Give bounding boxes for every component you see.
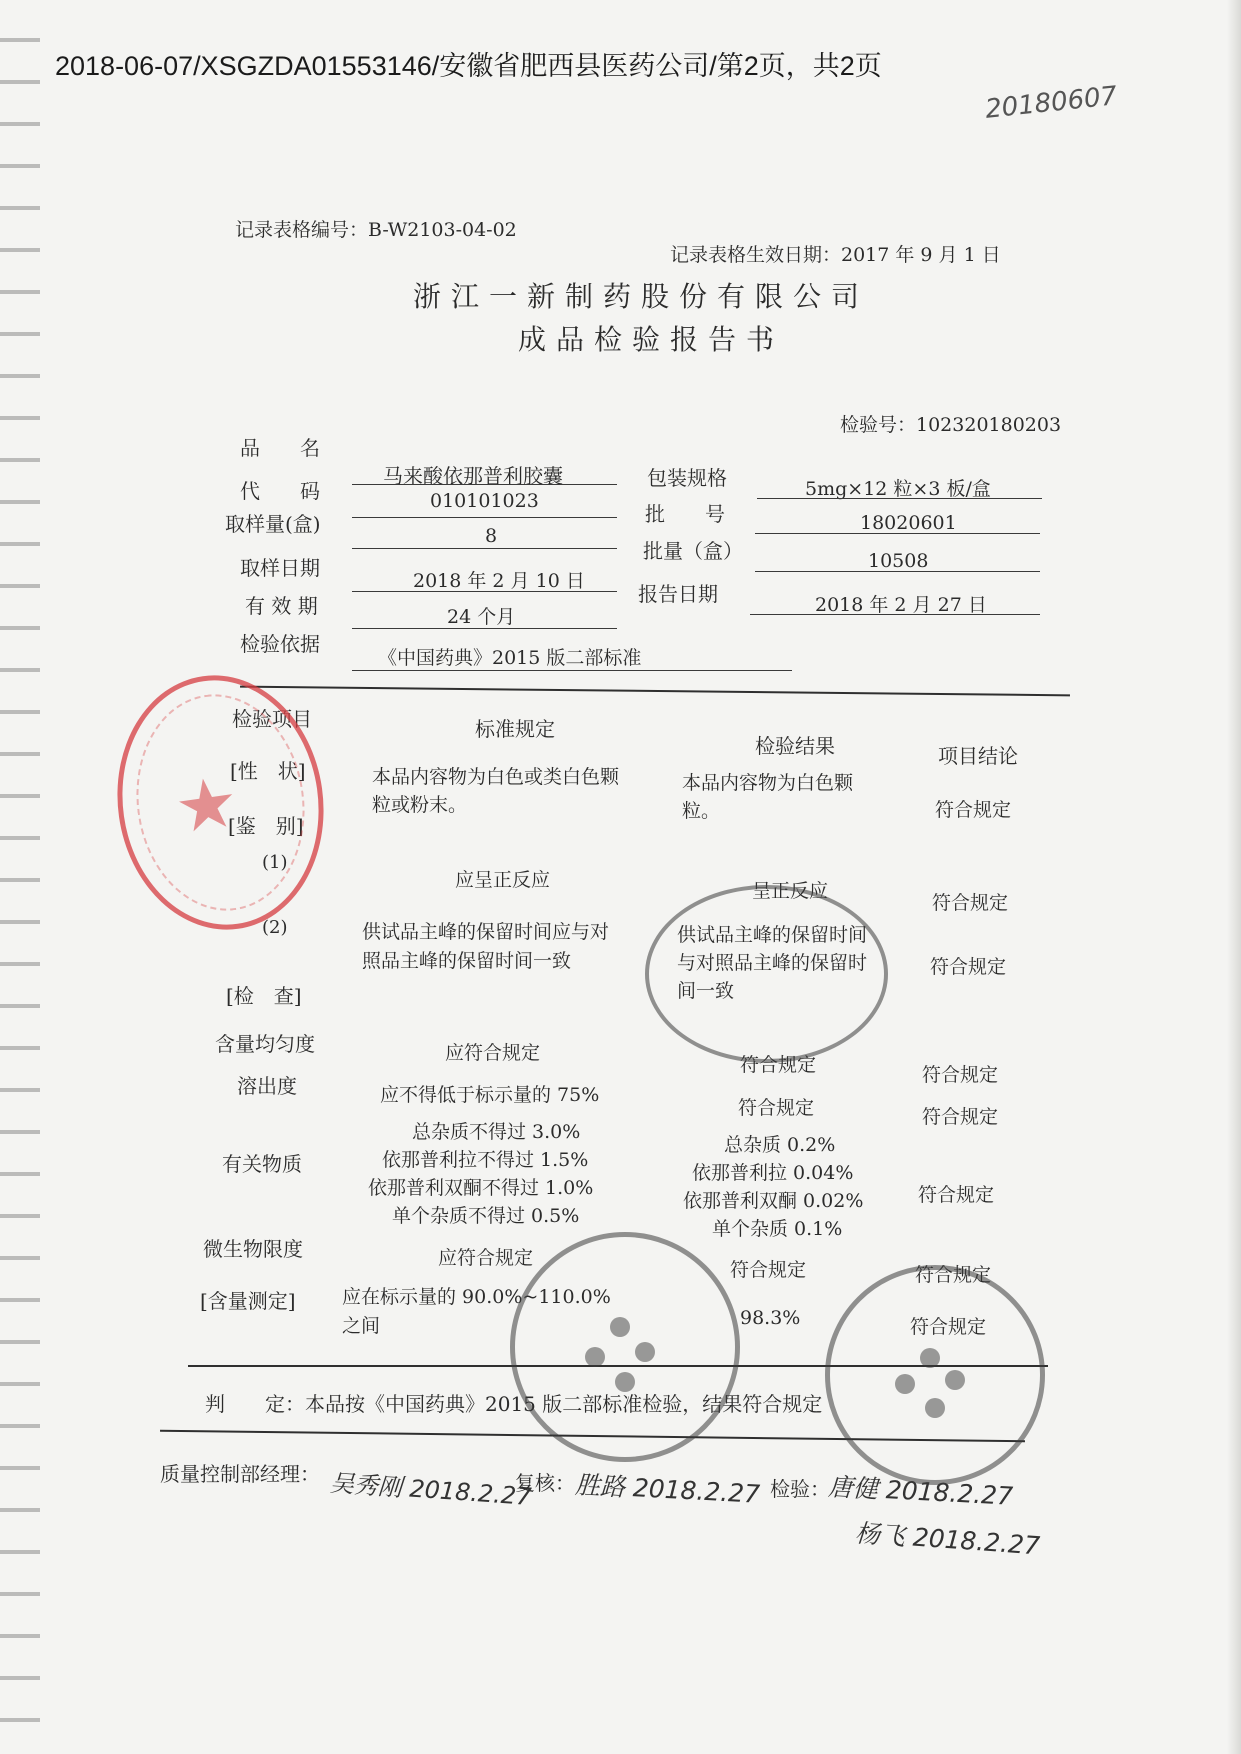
star-icon: ★ <box>169 759 244 850</box>
con-related: 符合规定 <box>918 1184 995 1206</box>
value-batch-no: 18020601 <box>860 512 957 534</box>
value-product-name: 马来酸依那普利胶囊 <box>383 464 563 488</box>
res-dissolution: 符合规定 <box>738 1097 815 1119</box>
reviewer-signature: 胜路 2018.2.27 <box>574 1470 761 1509</box>
std-identification-2-2: 照品主峰的保留时间一致 <box>362 950 572 972</box>
res-related-2: 依那普利拉 0.04% <box>692 1162 854 1184</box>
std-related-3: 依那普利双酮不得过 1.0% <box>368 1177 594 1199</box>
std-identification-2-1: 供试品主峰的保留时间应与对 <box>362 921 610 943</box>
label-batch-qty: 批量（盒） <box>643 539 743 563</box>
item-microbial-limit: 微生物限度 <box>203 1237 303 1261</box>
gray-company-seal-1 <box>510 1232 740 1462</box>
inspector-label: 检验： <box>770 1477 830 1501</box>
item-identification: [鉴 别] <box>228 814 304 838</box>
value-sample-qty: 8 <box>485 525 498 547</box>
label-code: 代 码 <box>240 479 320 503</box>
inspector2-signature: 杨飞 2018.2.27 <box>854 1518 1041 1561</box>
con-uniformity: 符合规定 <box>922 1064 999 1086</box>
company-name: 浙江一新制药股份有限公司 <box>413 280 870 313</box>
handwritten-date-note: 20180607 <box>983 81 1119 125</box>
label-sample-qty: 取样量(盒) <box>225 512 321 536</box>
std-related-2: 依那普利拉不得过 1.5% <box>382 1149 589 1171</box>
label-product-name: 品 名 <box>240 436 320 460</box>
label-batch-no: 批 号 <box>645 502 725 526</box>
item-check: [检 查] <box>226 984 302 1008</box>
document-title: 成品检验报告书 <box>518 323 785 356</box>
gray-inspection-seal-1 <box>645 885 888 1063</box>
std-microbial-limit: 应符合规定 <box>438 1247 534 1269</box>
res-identification-1: 呈正反应 <box>752 880 829 902</box>
con-assay: 符合规定 <box>910 1316 987 1338</box>
std-related-1: 总杂质不得过 3.0% <box>412 1121 581 1143</box>
reviewer-label: 复核： <box>515 1471 575 1495</box>
con-identification-2: 符合规定 <box>930 956 1007 978</box>
res-assay: 98.3% <box>740 1307 801 1329</box>
std-assay-2: 之间 <box>342 1315 381 1337</box>
col-header-item: 检验项目 <box>232 707 312 731</box>
gray-company-seal-2 <box>825 1265 1045 1485</box>
qc-manager-signature: 吴秀刚 2018.2.27 <box>329 1468 533 1511</box>
std-appearance-1: 本品内容物为白色或类白色颗 <box>372 766 620 788</box>
item-identification-2: (2) <box>262 917 288 938</box>
value-validity: 24 个月 <box>447 606 516 628</box>
res-related-4: 单个杂质 0.1% <box>712 1218 843 1240</box>
item-assay: [含量测定] <box>200 1289 296 1313</box>
item-related-substances: 有关物质 <box>222 1152 302 1176</box>
res-appearance-1: 本品内容物为白色颗 <box>682 772 854 794</box>
con-appearance: 符合规定 <box>935 799 1012 821</box>
res-uniformity: 符合规定 <box>740 1054 817 1076</box>
res-identification-2-1: 供试品主峰的保留时间 <box>677 924 868 946</box>
res-identification-2-3: 间一致 <box>677 980 735 1002</box>
label-report-date: 报告日期 <box>638 582 718 606</box>
value-report-date: 2018 年 2 月 27 日 <box>815 594 987 616</box>
value-batch-qty: 10508 <box>868 550 929 572</box>
col-header-conclusion: 项目结论 <box>938 744 1018 768</box>
std-identification-1: 应呈正反应 <box>455 869 551 891</box>
label-validity: 有 效 期 <box>245 594 318 618</box>
page-header-stamp: 2018-06-07/XSGZDA01553146/安徽省肥西县医药公司/第2页，共2页 <box>55 51 882 81</box>
con-microbial-limit: 符合规定 <box>915 1264 992 1286</box>
res-appearance-2: 粒。 <box>682 800 721 822</box>
res-microbial-limit: 符合规定 <box>730 1259 807 1281</box>
res-related-1: 总杂质 0.2% <box>724 1134 836 1156</box>
std-dissolution: 应不得低于标示量的 75% <box>380 1084 600 1106</box>
std-related-4: 单个杂质不得过 0.5% <box>392 1205 580 1227</box>
label-basis: 检验依据 <box>240 632 320 656</box>
value-sample-date: 2018 年 2 月 10 日 <box>413 570 585 592</box>
value-code: 010101023 <box>430 490 539 512</box>
item-appearance: [性 状] <box>230 759 306 783</box>
qc-manager-label: 质量控制部经理： <box>160 1462 320 1486</box>
label-package-spec: 包装规格 <box>647 466 727 490</box>
form-effective-date: 记录表格生效日期：2017 年 9 月 1 日 <box>670 244 1001 266</box>
res-identification-2-2: 与对照品主峰的保留时 <box>677 952 868 974</box>
std-uniformity: 应符合规定 <box>445 1042 541 1064</box>
col-header-result: 检验结果 <box>755 734 835 758</box>
item-dissolution: 溶出度 <box>237 1074 297 1098</box>
form-code: 记录表格编号：B-W2103-04-02 <box>235 219 517 241</box>
std-assay-1: 应在标示量的 90.0%~110.0% <box>342 1286 611 1308</box>
inspector-signature: 唐健 2018.2.27 <box>827 1472 1014 1511</box>
scan-edge-shadow <box>1227 0 1241 1754</box>
value-basis: 《中国药典》2015 版二部标准 <box>378 647 642 669</box>
res-related-3: 依那普利双酮 0.02% <box>683 1190 864 1212</box>
item-uniformity: 含量均匀度 <box>215 1032 315 1056</box>
con-identification-1: 符合规定 <box>932 892 1009 914</box>
std-appearance-2: 粒或粉末。 <box>372 794 468 816</box>
scan-margin-marks <box>0 0 40 1754</box>
col-header-standard: 标准规定 <box>475 717 555 741</box>
judgement: 判 定：本品按《中国药典》2015 版二部标准检验，结果符合规定 <box>205 1392 823 1416</box>
con-dissolution: 符合规定 <box>922 1106 999 1128</box>
value-package-spec: 5mg×12 粒×3 板/盒 <box>805 478 991 500</box>
label-sample-date: 取样日期 <box>240 556 320 580</box>
inspection-number: 检验号：102320180203 <box>840 414 1062 436</box>
item-identification-1: (1) <box>262 852 288 873</box>
